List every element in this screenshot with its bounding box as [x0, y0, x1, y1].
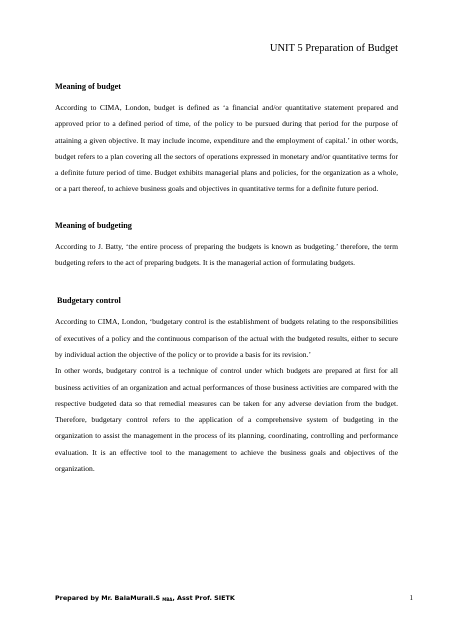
section-meaning-of-budget: [55, 81, 398, 198]
section-heading: Meaning of budget: [55, 82, 121, 91]
page-number: 1: [409, 594, 413, 602]
section-meaning-of-budgeting: [55, 220, 398, 272]
section-heading: Meaning of budgeting: [55, 220, 132, 230]
section-budgetary-control: [55, 295, 398, 477]
footer-qualification: MBA: [162, 597, 173, 602]
document-body: [55, 81, 398, 477]
footer-prepared-by: Prepared by Mr. BalaMurali.S: [55, 594, 161, 602]
footer-designation: , Asst Prof. SIETK: [172, 594, 235, 602]
section-paragraph: According to CIMA, London, budget is defined as ‘a financial and/or quantitative statement prepared and approved prior to a defined period of time, of the policy to be pursued during that period for the purpose of attaining a given objective. It may include income, expenditure and the employment of capital.’ in other words, budget refers to a plan covering all the sectors of operations expressed in monetary and/or quantitative terms for a definite future period of time. Budget exhibits managerial plans and policies, for the organization as a whole, or a part thereof, to achieve business goals and objectives in quantitative terms for a definite future period.: [55, 103, 398, 194]
section-heading: Budgetary control: [57, 296, 121, 306]
section-paragraph: According to J. Batty, ‘the entire process of preparing the budgets is known as budgeting.’ therefore, the term budgeting refers to the act of preparing budgets. It is the managerial action of formulating budgets.: [55, 241, 398, 268]
unit-title: UNIT 5 Preparation of Budget: [269, 43, 398, 54]
section-paragraph: According to CIMA, London, ‘budgetary control is the establishment of budgets relating to the responsibilities of executives of a policy and the continuous comparison of the actual with the budgeted results, either to secure by individual action the objective of the policy or to provide a basis for its revision.’: [55, 317, 398, 359]
section-paragraph: In other words, budgetary control is a technique of control under which budgets are prepared at first for all business activities of an organization and actual performances of those business activities are compared with the respective budgeted data so that remedial measures can be taken for any adverse deviation from the budget. Therefore, budgetary control refers to the application of a comprehensive system of budgeting in the organization to assist the management in the process of its planning, coordinating, controlling and performance evaluation. It is an effective tool to the management to achieve the business goals and objectives of the organization.: [55, 366, 398, 474]
footer-author: [55, 594, 235, 602]
